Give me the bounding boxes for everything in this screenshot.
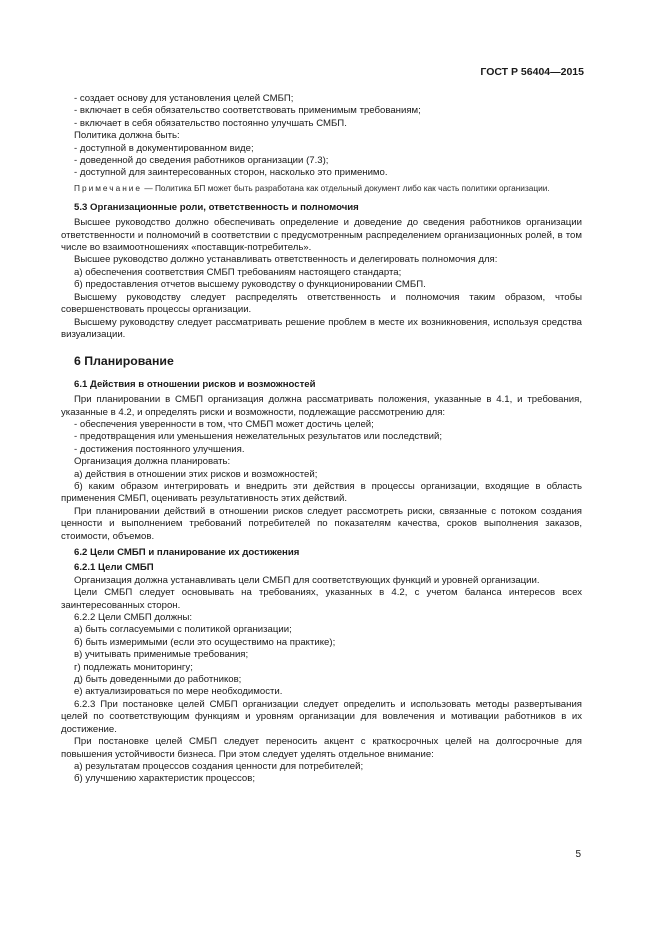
policy-item: - включает в себя обязательство соответствовать применимым требованиям; xyxy=(74,105,421,117)
policy-item: - создает основу для установления целей СМБП; xyxy=(74,93,294,104)
paragraph: Организация должна устанавливать цели СМБП для соответствующих функций и уровней организации. xyxy=(74,574,540,586)
paragraph: Цели СМБП следует основывать на требованиях, указанных в 4.2, с учетом баланса интересов всех заинтересованных сторон. xyxy=(61,587,582,611)
paragraph: Высшее руководство должно устанавливать ответственность и делегировать полномочия для: xyxy=(74,254,498,266)
paragraph: Высшее руководство должно обеспечивать определение и доведение до сведения работников организации ответственности и полномочий в соответствии с предусмотренным распределением организационных ролей, в том числе во взаимоотношениях «поставщик-потребитель». xyxy=(61,217,582,254)
paragraph: При планировании действий в отношении рисков следует рассмотреть риски, связанные с потоком создания ценности и выполнением требований потребителей по показателям качества, сроков выполнения заказов, стоимости, объемов. xyxy=(61,505,582,542)
note xyxy=(61,183,582,194)
list-item: - предотвращения или уменьшения нежелательных результатов или последствий; xyxy=(74,431,443,443)
policy-item: - включает в себя обязательство постоянно улучшать СМБП. xyxy=(74,117,347,129)
policy-item: - доступной для заинтересованных сторон, насколько это применимо. xyxy=(74,167,388,179)
list-item: б) улучшению характеристик процессов; xyxy=(74,773,256,785)
list-item: а) действия в отношении этих рисков и возможностей; xyxy=(74,468,318,480)
list-item: д) быть доведенными до работников; xyxy=(74,674,242,686)
list-item: - обеспечения уверенности в том, что СМБП может достичь целей; xyxy=(74,418,374,430)
standard-header: ГОСТ Р 56404—2015 xyxy=(480,66,584,78)
list-item: - достижения постоянного улучшения. xyxy=(74,443,245,455)
list-item: б) быть измеримыми (если это осуществимо на практике); xyxy=(74,636,336,648)
section-6-2-heading: 6.2 Цели СМБП и планирование их достижения xyxy=(74,547,300,558)
section-6-1-heading: 6.1 Действия в отношении рисков и возможностей xyxy=(74,378,316,390)
paragraph: При планировании в СМБП организация должна рассматривать положения, указанные в 4.1, и требования, указанные в 4.2, и определять риски и возможности, подлежащие рассмотрению для: xyxy=(61,394,582,418)
list-item: а) обеспечения соответствия СМБП требованиям настоящего стандарта; xyxy=(74,266,402,278)
paragraph: 6.2.3 При постановке целей СМБП организации следует определить и использовать методы развертывания целей по соответствующим функциям и уровням организации для вовлечения и мотивации работников в их достижение. xyxy=(61,698,582,735)
list-item: г) подлежать мониторингу; xyxy=(74,661,193,673)
list-item: б) предоставления отчетов высшему руководству о функционировании СМБП. xyxy=(74,279,426,291)
paragraph: Организация должна планировать: xyxy=(74,456,231,468)
note-label: Примечание xyxy=(74,182,143,193)
policy-item: - доведенной до сведения работников организации (7.3); xyxy=(74,155,329,167)
paragraph: Высшему руководству следует рассматривать решение проблем в месте их возникновения, используя средства визуализации. xyxy=(61,316,582,340)
paragraph: 6.2.2 Цели СМБП должны: xyxy=(74,612,193,624)
paragraph: Высшему руководству следует распределять ответственность и полномочия таким образом, чтобы совершенствовать процессы организации. xyxy=(61,291,582,316)
policy-item: - доступной в документированном виде; xyxy=(74,142,254,154)
page-number: 5 xyxy=(575,849,581,860)
list-item: в) учитывать применимые требования; xyxy=(74,649,249,661)
list-item: е) актуализироваться по мере необходимости. xyxy=(74,686,283,698)
policy-lead: Политика должна быть: xyxy=(74,130,180,142)
section-6-2-1-heading: 6.2.1 Цели СМБП xyxy=(74,562,154,574)
paragraph: При постановке целей СМБП следует переносить акцент с краткосрочных целей на долгосрочные для повышения устойчивости бизнеса. При этом следует уделять отдельное внимание: xyxy=(61,736,582,760)
list-item: а) результатам процессов создания ценности для потребителей; xyxy=(74,760,364,772)
section-6-heading: 6 Планирование xyxy=(74,354,174,369)
list-item: а) быть согласуемыми с политикой организации; xyxy=(74,624,292,636)
document-body xyxy=(61,93,582,786)
note-text: — Политика БП может быть разработана как отдельный документ либо как часть политики организации. xyxy=(142,182,550,193)
list-item: б) каким образом интегрировать и внедрить эти действия в процессы организации, входящие в область применения СМБП, оценивать результативность этих действий. xyxy=(61,480,582,505)
section-5-3-heading: 5.3 Организационные роли, ответственность и полномочия xyxy=(74,201,359,213)
